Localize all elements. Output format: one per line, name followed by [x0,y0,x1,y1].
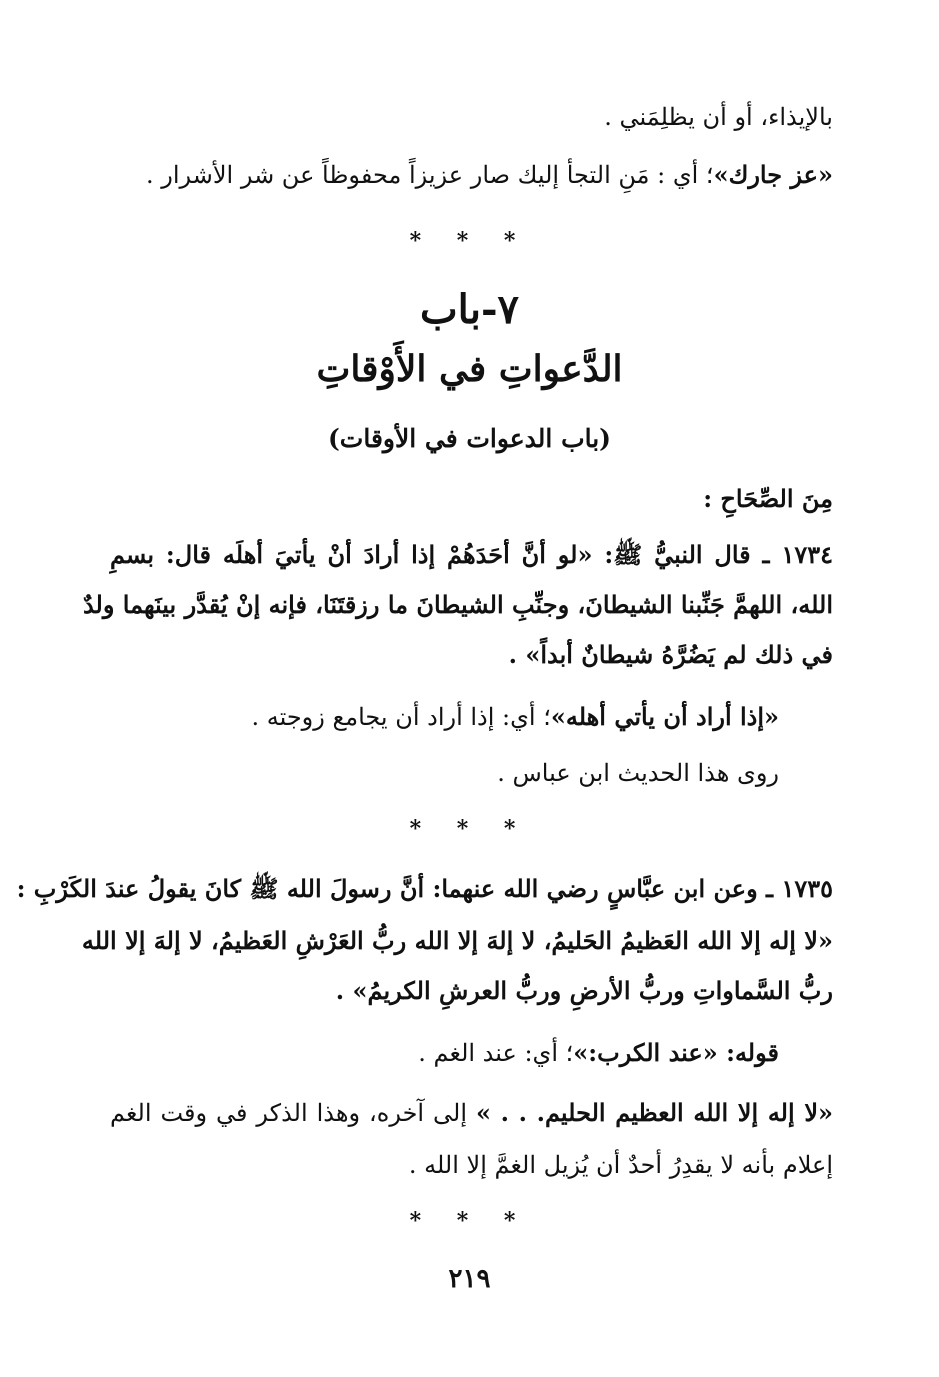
separator-3: * * * [409,1208,530,1234]
explanation-2-text: ؛ أي: عند الغم . [418,1039,574,1067]
narrator-note: روى هذا الحديث ابن عباس . [497,759,779,787]
explanation-3-text: إلى آخره، وهذا الذكر في وقت الغم [110,1099,467,1127]
hadith-1735-line-3: ربُّ السَّماواتِ وربُّ الأرضِ وربُّ العرشِ الكريمُ» . [335,976,833,1005]
text-line-1 [604,100,833,134]
hadith-1734-line-1: ١٧٣٤ ـ قال النبيُّ ﷺ: «لو أنَّ أحَدَهُمْ إذا أرادَ أنْ يأتيَ أهلَه قال: بسمِ [110,540,834,569]
line-2-text: ؛ أي : مَنِ التجأ إليك صار عزيزاً محفوظاً عن شر الأشرار . [145,161,714,189]
explanation-3-line-1 [110,1096,833,1130]
text-line-2 [146,158,833,192]
line-1-text: بالإيذاء، أو أن يظلِمَني . [604,103,833,131]
quoted-term: «إذا أراد أن يأتي أهله» [550,702,779,731]
chapter-title: الدَّعواتِ في الأَوْقاتِ [316,348,623,390]
section-heading: مِنَ الصِّحَاحِ : [703,484,833,513]
explanation-1-text: ؛ أي: إذا أراد أن يجامع زوجته . [251,703,551,731]
hadith-1734-line-3: في ذلك لم يَضُرَّهُ شيطانٌ أبداً» . [508,640,833,669]
explanation-1 [251,700,779,734]
separator-1: * * * [409,228,530,254]
hadith-1735-line-1: ١٧٣٥ ـ وعن ابن عبَّاسٍ رضي الله عنهما: أنَّ رسولَ الله ﷺ كانَ يقولُ عندَ الكَرْبِ : [16,874,833,903]
separator-2: * * * [409,816,530,842]
hadith-1735-line-2: «لا إله إلا الله العَظيمُ الحَليمُ، لا إلهَ إلا الله ربُّ العَرْشِ العَظيمُ، لا إلهَ إلا الله [81,926,833,955]
sub-title: (باب الدعوات في الأوقات) [327,424,612,453]
quoted-term: قوله: «عند الكرب:» [573,1038,779,1067]
hadith-1734-line-2: الله، اللهمَّ جَنِّبنا الشيطانَ، وجنِّبِ الشيطانَ ما رزقتَنَا، فإنه إنْ يُقدَّر بينَهما ولدٌ [82,590,833,619]
explanation-2 [418,1036,779,1070]
quoted-term: «عز جارك» [713,160,833,189]
explanation-3-line-2: إعلام بأنه لا يقدِرُ أحدٌ أن يُزيل الغمَّ إلا الله . [408,1151,833,1179]
quoted-term: «لا إله إلا الله العظيم الحليم. . . » [475,1098,833,1127]
chapter-number: ٧-باب [419,286,520,333]
page-number: ٢١٩ [448,1264,491,1294]
